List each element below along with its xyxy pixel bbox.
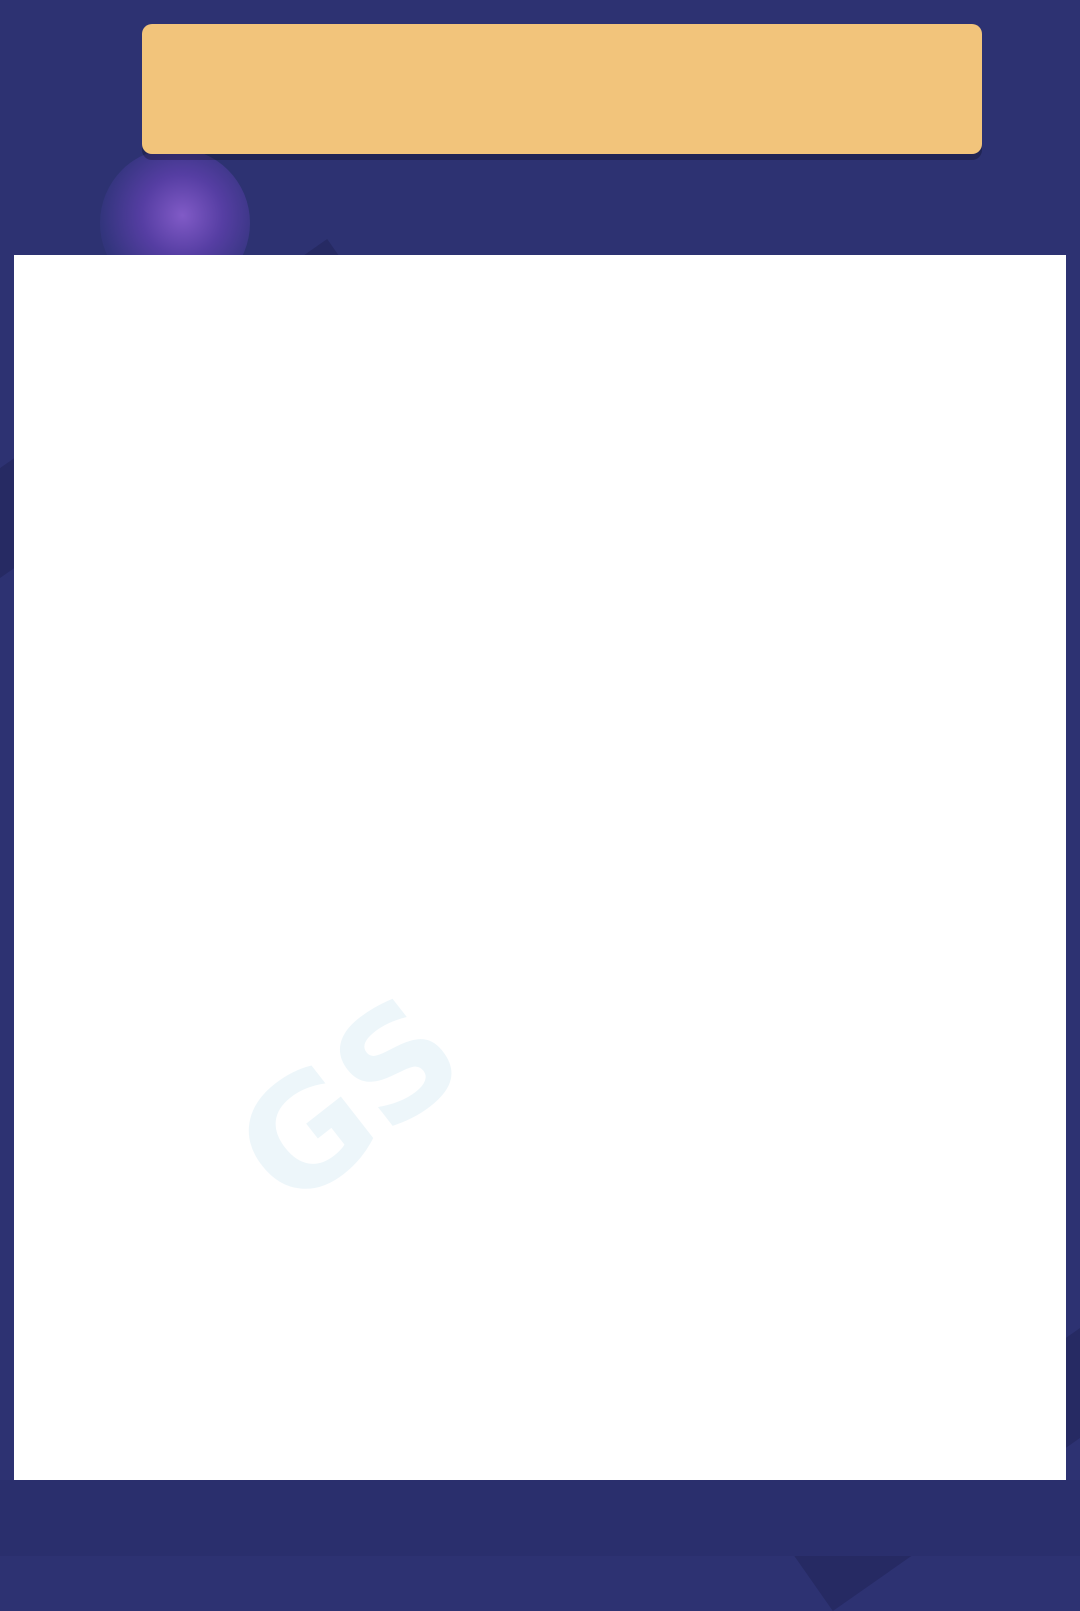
- title-banner: [142, 24, 982, 154]
- watermark: GS: [204, 962, 495, 1242]
- bottom-bar: [0, 1480, 1080, 1556]
- policy-card: [14, 255, 1066, 1480]
